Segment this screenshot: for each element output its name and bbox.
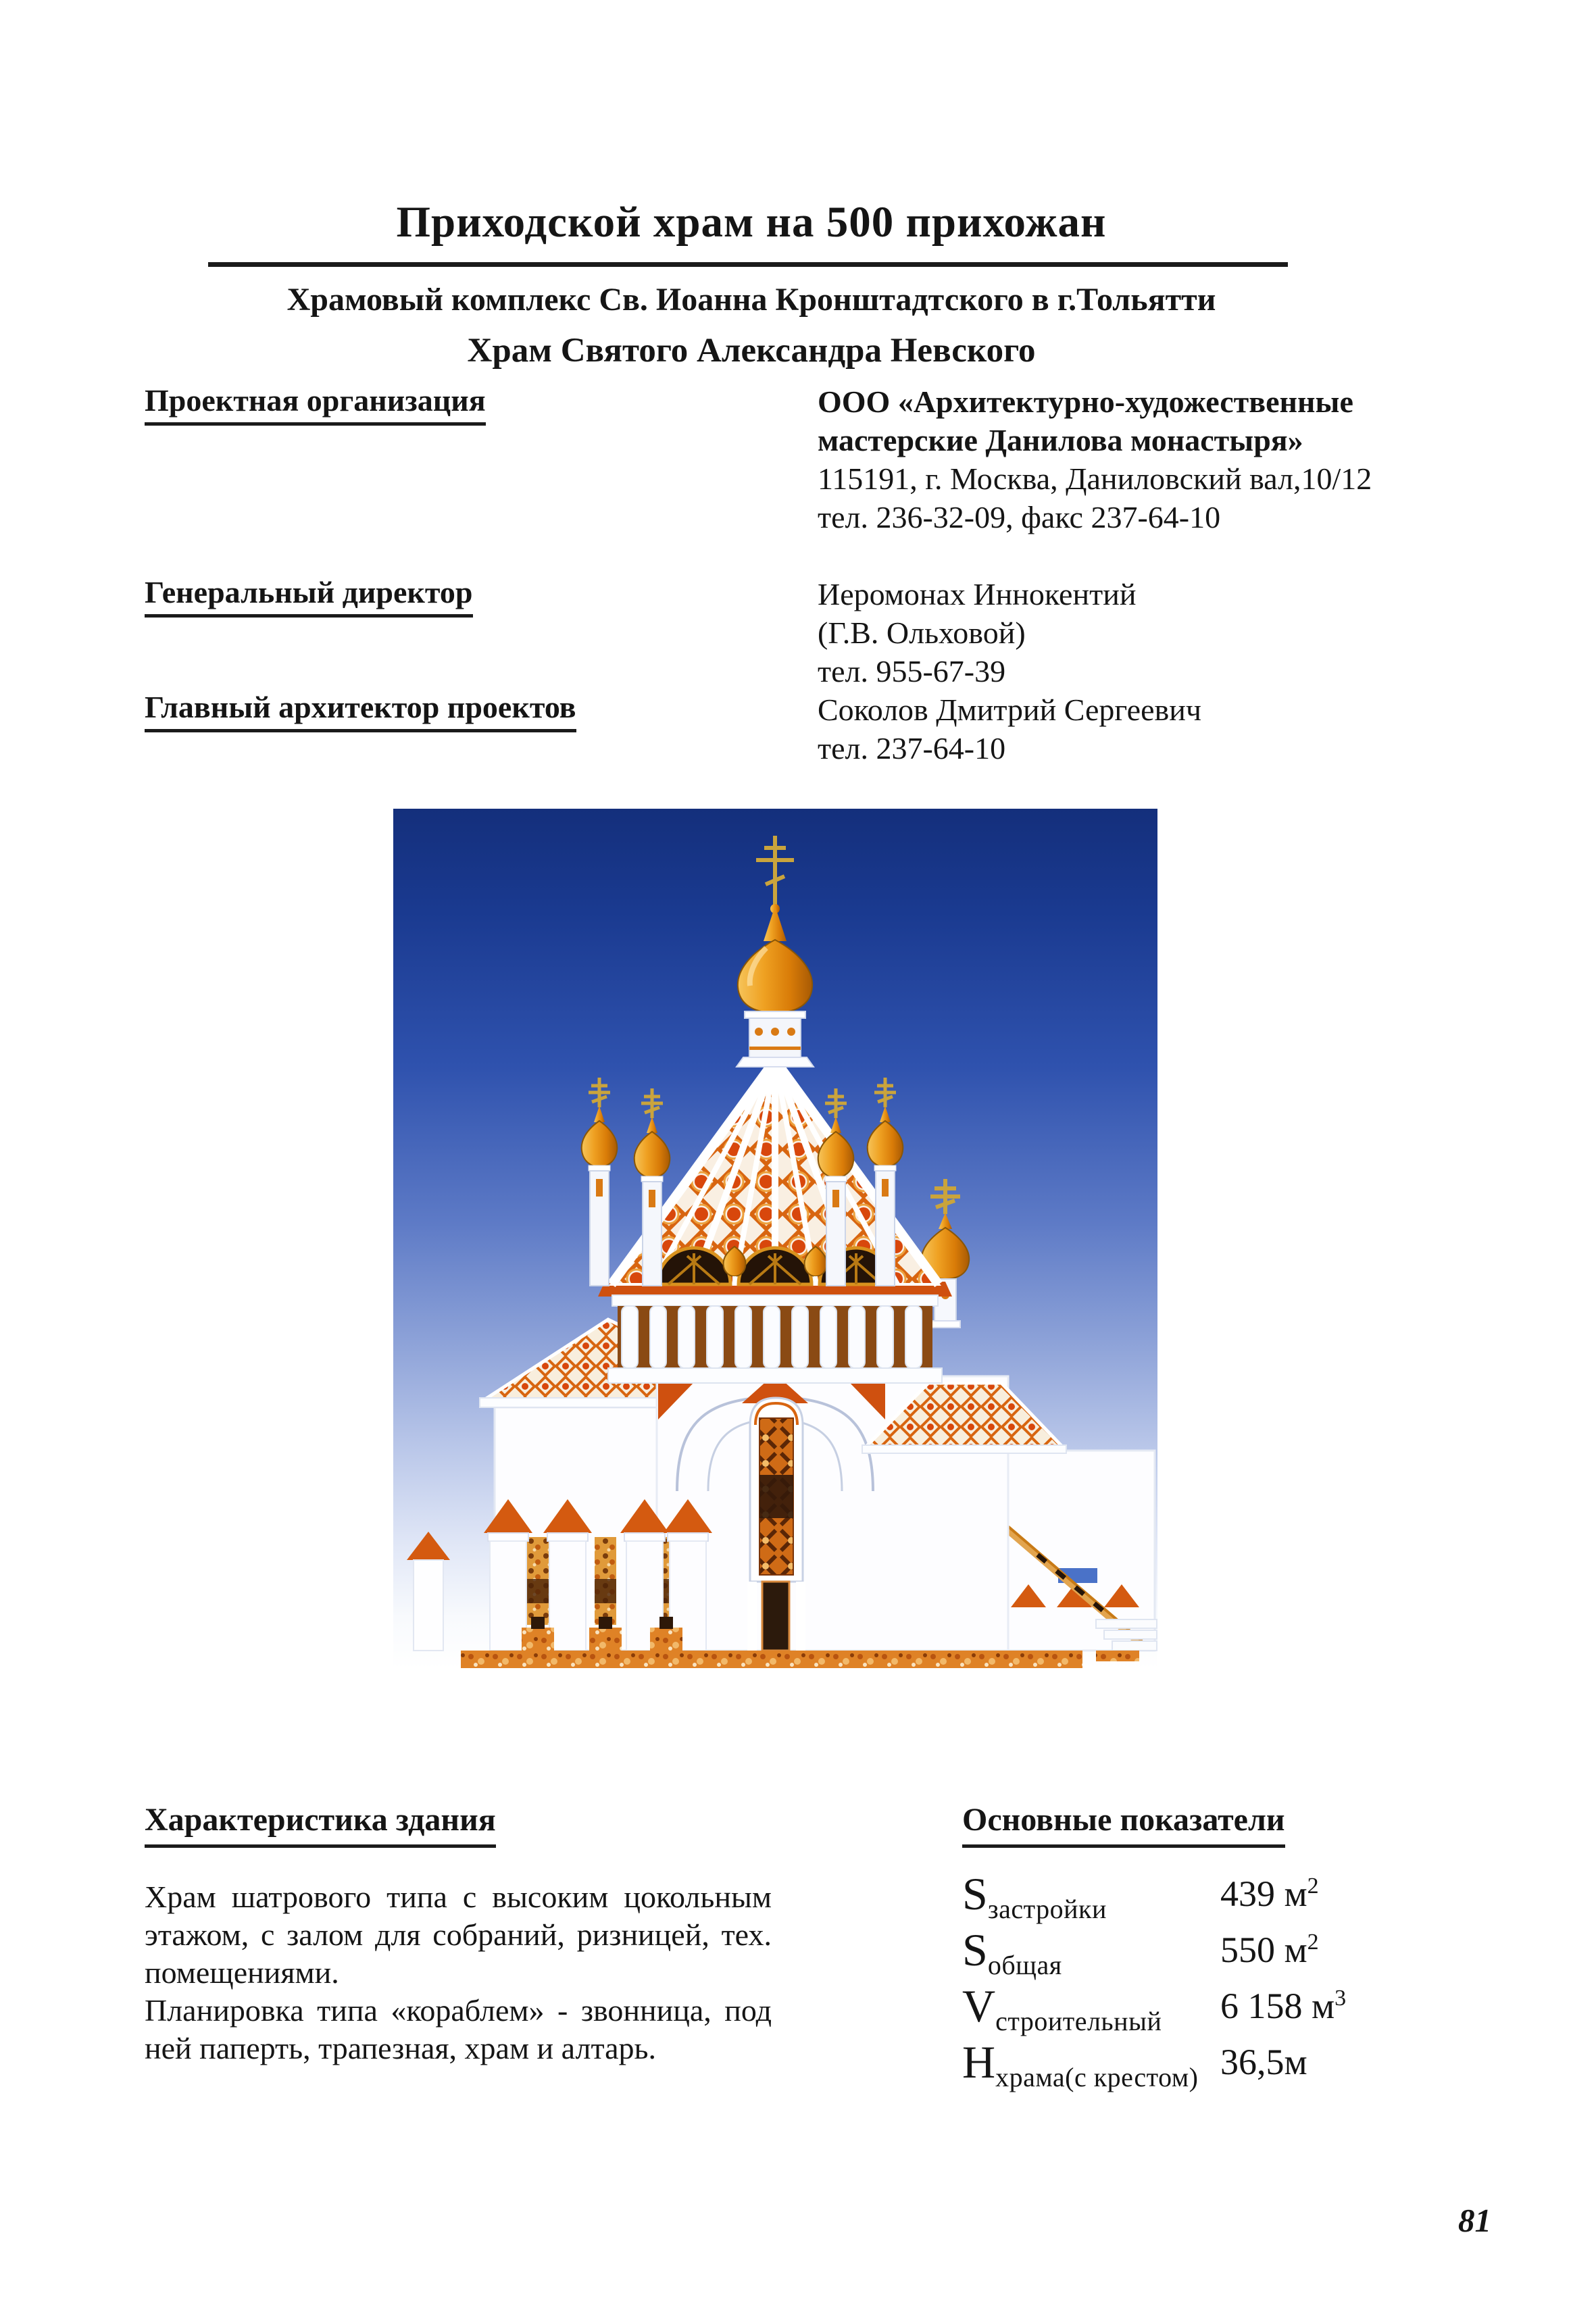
characteristics-line: помещениями. xyxy=(145,1955,339,1990)
org-name-line1: ООО «Архитектурно-художественные xyxy=(818,384,1353,419)
ground xyxy=(461,1651,1139,1668)
director-phone: тел. 955-67-39 xyxy=(818,654,1006,688)
contact-gap xyxy=(818,536,1372,575)
characteristics-line: этажом, с залом для собраний, ризницей, тех. xyxy=(145,1917,772,1952)
characteristics-line: Планировка типа «кораблем» - звонница, под xyxy=(145,1993,772,2028)
church-illustration xyxy=(393,809,1157,1669)
org-phones: тел. 236-32-09, факс 237-64-10 xyxy=(818,500,1221,534)
indicators-table xyxy=(962,1866,1462,2090)
label-general-director: Генеральный директор xyxy=(145,576,473,618)
indicator-value: 439 $м^2$ xyxy=(1220,1873,1319,1914)
director-name-line1: Иеромонах Иннокентий xyxy=(818,577,1137,611)
indicator-value: 36,5м xyxy=(1220,2042,1307,2082)
indicator-letter: S xyxy=(962,1868,988,1919)
page-number: 81 xyxy=(1458,2202,1491,2239)
contact-block xyxy=(818,382,1372,768)
title-underline xyxy=(208,262,1288,267)
org-address: 115191, г. Москва, Даниловский вал,10/12 xyxy=(818,461,1372,496)
indicator-letter: Н xyxy=(962,2036,996,2088)
director-name-line2: (Г.В. Ольховой) xyxy=(818,615,1026,650)
indicator-letter: S xyxy=(962,1924,988,1976)
indicator-subscript: общая xyxy=(987,1950,1062,1980)
label-chief-architect: Главный архитектор проектов xyxy=(145,690,576,732)
characteristics-line: ней паперть, трапезная, храм и алтарь. xyxy=(145,2031,657,2065)
indicator-letter: V xyxy=(962,1980,996,2032)
kokoshnik-arches xyxy=(657,1248,893,1284)
indicator-row-s-obshchaya xyxy=(962,1922,1462,1978)
icon-strip xyxy=(747,1398,805,1651)
org-name-line2: мастерские Данилова монастыря» xyxy=(818,423,1303,457)
indicator-subscript: храма(с крестом) xyxy=(995,2062,1199,2092)
indicator-row-s-zastroyki xyxy=(962,1866,1462,1922)
page-title: Приходской храм на 500 прихожан xyxy=(396,198,1107,247)
characteristics-heading: Характеристика здания xyxy=(145,1801,496,1848)
belfry-balustrade xyxy=(598,1282,952,1383)
indicator-row-h-khrama xyxy=(962,2034,1462,2090)
label-project-organization: Проектная организация xyxy=(145,384,486,426)
architect-name: Соколов Дмитрий Сергеевич xyxy=(818,693,1201,727)
indicator-row-v-stroitelny xyxy=(962,1978,1462,2034)
indicator-value: 550 $м^2$ xyxy=(1220,1930,1319,1970)
right-wing-and-stairs xyxy=(1000,1451,1157,1651)
indicator-subscript: строительный xyxy=(995,2006,1162,2036)
indicator-superscript: 2 xyxy=(1307,1873,1319,1898)
characteristics-line: Храм шатрового типа с высоким цокольным xyxy=(145,1880,772,1914)
indicator-subscript: застройки xyxy=(987,1894,1107,1924)
indicators-heading: Основные показатели xyxy=(962,1801,1285,1848)
indicator-superscript: 2 xyxy=(1307,1930,1319,1955)
subtitle-temple: Храм Святого Александра Невского xyxy=(467,332,1036,370)
indicator-value: 6 158 $м^3$ xyxy=(1220,1986,1347,2026)
architect-phone: тел. 237-64-10 xyxy=(818,731,1006,765)
indicator-superscript: 3 xyxy=(1335,1986,1347,2011)
characteristics-text xyxy=(145,1878,772,2067)
subtitle-complex: Храмовый комплекс Св. Иоанна Кронштадтского в г.Тольятти xyxy=(286,282,1216,318)
